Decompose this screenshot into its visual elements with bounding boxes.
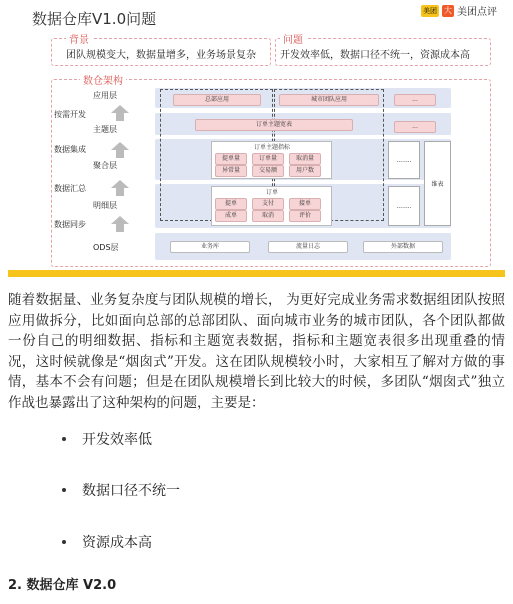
bullet-item: 开发效率低 xyxy=(82,432,152,448)
topic-item: ... xyxy=(394,121,436,133)
detail-title: 订单 xyxy=(266,189,279,196)
logo-icon: 大 xyxy=(444,6,452,15)
label-integ: 数据集成 xyxy=(54,145,86,154)
arrow-up-icon xyxy=(111,180,129,188)
agg-other: ........ xyxy=(388,141,420,179)
dim-table: 维表 xyxy=(424,141,451,226)
detail-item: 提单 xyxy=(215,198,247,210)
label-app: 应用层 xyxy=(93,91,117,100)
detail-other: ........ xyxy=(388,186,420,226)
agg-item: 订单量 xyxy=(252,153,284,165)
app-item: ... xyxy=(394,94,436,106)
agg-item: 提单量 xyxy=(215,153,247,165)
label-detail: 明细层 xyxy=(93,201,117,210)
agg-item: 用户数 xyxy=(289,165,321,177)
agg-item: 异常量 xyxy=(215,165,247,177)
label-summ: 数据汇总 xyxy=(54,184,86,193)
bullet-dot-icon xyxy=(62,437,66,441)
arrow-up-icon xyxy=(111,216,129,224)
bullet-item: 数据口径不统一 xyxy=(82,483,180,499)
logo-badge: 美团 xyxy=(423,6,437,15)
body-paragraph: 随着数据量、业务复杂度与团队规模的增长， 为更好完成业务需求数据组团队按照应用做拆分，比如面向总部的总部团队、面向城市业务的城市团队，各个团队都做一份自己的明细数据、指标和主题宽表数据，指标和主题宽表很多出现重叠的情况，这时候就像是“烟囱式”开发。这在团队规模较小时，大家相互了解对方做的事情，基本不会有问题；但是在团队规模增长到比较大的时候，多团队“烟囱式”独立作战也暴露出了这种架构的问题，主要是： xyxy=(8,292,505,411)
detail-item: 评价 xyxy=(289,210,321,222)
problem-tag: 问题 xyxy=(280,31,306,46)
detail-item: 取消 xyxy=(252,210,284,222)
bullet-dot-icon xyxy=(62,540,66,544)
app-item: 城市团队应用 xyxy=(279,94,379,106)
label-ods: ODS层 xyxy=(93,243,119,252)
architecture-slide xyxy=(8,0,505,270)
meituan-logo xyxy=(421,3,497,18)
logo-text: 美团点评 xyxy=(457,7,497,18)
slide-title: 数据仓库V1.0问题 xyxy=(32,10,157,28)
label-sync: 数据同步 xyxy=(54,220,86,229)
detail-item: 支付 xyxy=(252,198,284,210)
background-tag: 背景 xyxy=(66,31,92,46)
app-item: 总部应用 xyxy=(173,94,261,106)
agg-item: 取消量 xyxy=(289,153,321,165)
arch-tag: 数仓架构 xyxy=(80,72,126,87)
divider-bar xyxy=(8,270,505,277)
agg-item: 交易额 xyxy=(252,165,284,177)
arrow-up-icon xyxy=(111,105,129,113)
detail-item: 成单 xyxy=(215,210,247,222)
label-dev: 按需开发 xyxy=(54,110,86,119)
arrow-up-icon xyxy=(111,142,129,150)
topic-item: 订单主题宽表 xyxy=(195,119,353,131)
label-agg: 聚合层 xyxy=(93,161,117,170)
ods-item: 流量日志 xyxy=(268,241,348,253)
bullet-dot-icon xyxy=(62,488,66,492)
detail-item: 接单 xyxy=(289,198,321,210)
bullet-item: 资源成本高 xyxy=(82,535,152,551)
ods-item: 业务库 xyxy=(170,241,250,253)
label-topic: 主题层 xyxy=(93,125,117,134)
ods-item: 外部数据 xyxy=(363,241,443,253)
section-heading: 2. 数据仓库 V2.0 xyxy=(8,578,117,593)
problem-text: 开发效率低，数据口径不统一，资源成本高 xyxy=(280,50,470,61)
agg-title: 订单主题指标 xyxy=(254,144,291,151)
background-text: 团队规模变大，数据量增多，业务场景复杂 xyxy=(66,50,256,61)
